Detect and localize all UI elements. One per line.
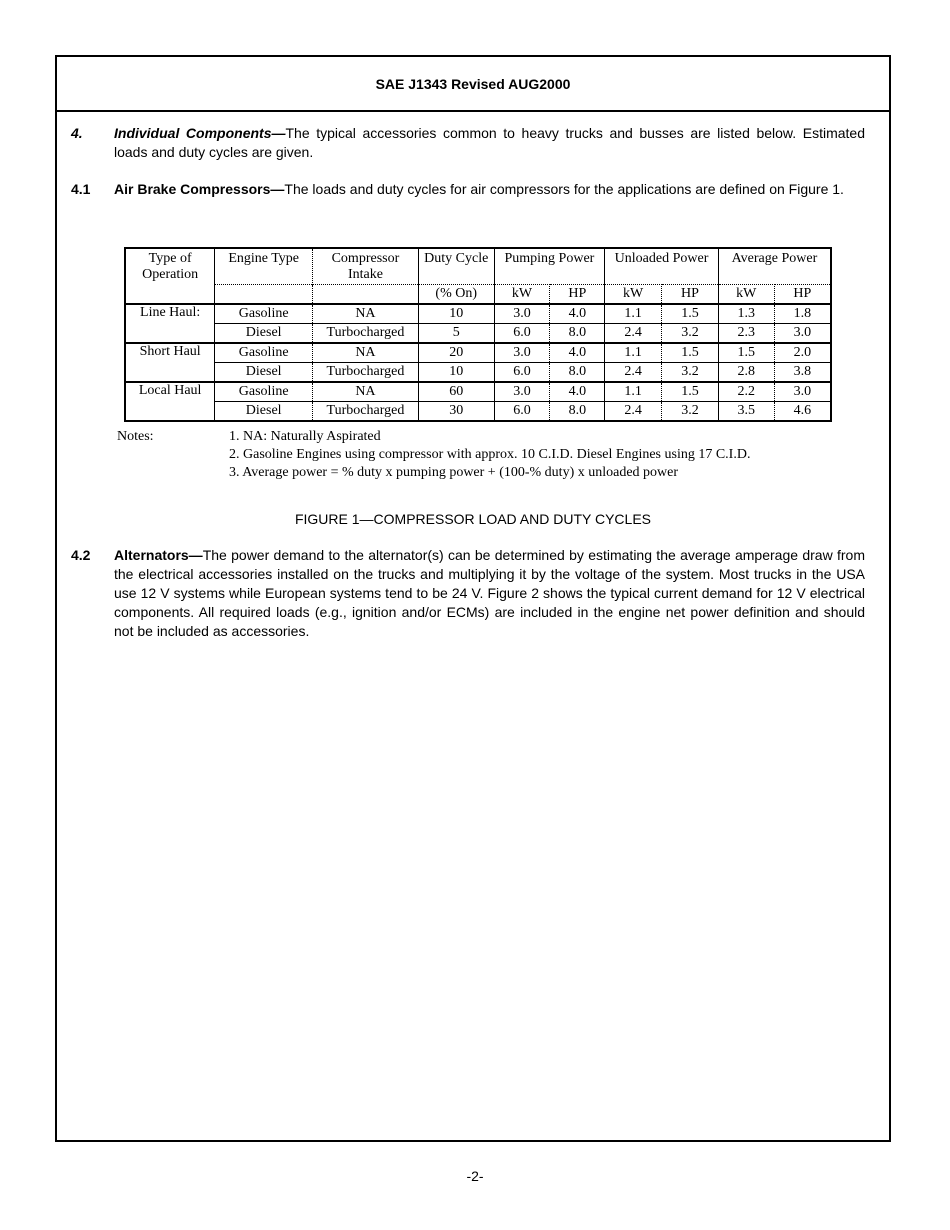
section-4-2-number: 4.2 [71,547,91,563]
th-average-power: Average Power [718,248,831,285]
section-4-title: Individual Components— [114,125,286,141]
th-unloaded-power: Unloaded Power [605,248,719,285]
table-row [125,382,831,402]
section-4-2-title: Alternators— [114,547,203,563]
th-avg-kw: kW [718,285,774,305]
cell-pump-kw: 6.0 [494,402,550,422]
compressor-table-wrap [124,247,836,422]
th-pump-kw: kW [494,285,550,305]
th-pump-hp: HP [550,285,605,305]
section-4-1-number: 4.1 [71,181,91,197]
th-unl-hp: HP [662,285,719,305]
cell-operation [125,402,215,422]
notes-label: Notes: [117,429,154,444]
cell-pump-kw: 3.0 [494,304,550,324]
note-item: 3. Average power = % duty x pumping power + (100-% duty) x unloaded power [229,465,679,480]
cell-unl-hp: 1.5 [662,382,719,402]
th-engine-type: Engine Type [215,248,313,285]
table-row [125,343,831,363]
cell-intake: NA [313,343,419,363]
note-item: 2. Gasoline Engines using compressor with approx. 10 C.I.D. Diesel Engines using 17 C.I.D. [229,447,751,462]
cell-pump-kw: 3.0 [494,343,550,363]
cell-duty: 30 [418,402,494,422]
cell-unl-hp: 3.2 [662,324,719,344]
cell-engine: Gasoline [215,304,313,324]
cell-avg-hp: 1.8 [774,304,831,324]
section-4-text: The typical accessories common to heavy trucks and busses are listed below. Estimated loads and duty cycles are given. [114,125,865,160]
cell-engine: Gasoline [215,382,313,402]
th-duty-unit: (% On) [418,285,494,305]
cell-pump-hp: 8.0 [550,363,605,383]
cell-avg-kw: 3.5 [718,402,774,422]
cell-avg-kw: 2.2 [718,382,774,402]
table-notes [117,428,837,482]
cell-unl-kw: 1.1 [605,304,662,324]
cell-duty: 10 [418,363,494,383]
cell-unl-hp: 3.2 [662,363,719,383]
compressor-table [124,247,832,422]
th-duty-cycle: Duty Cycle [418,248,494,285]
cell-unl-kw: 2.4 [605,402,662,422]
cell-operation: Short Haul [125,343,215,363]
cell-engine: Gasoline [215,343,313,363]
section-4-number: 4. [71,125,83,141]
cell-avg-hp: 2.0 [774,343,831,363]
cell-unl-hp: 1.5 [662,304,719,324]
cell-pump-hp: 4.0 [550,304,605,324]
cell-intake: Turbocharged [313,363,419,383]
cell-pump-kw: 3.0 [494,382,550,402]
cell-avg-hp: 4.6 [774,402,831,422]
page-frame [55,55,891,1142]
cell-intake: NA [313,304,419,324]
section-4-1 [71,180,865,199]
cell-operation: Local Haul [125,382,215,402]
table-row [125,363,831,383]
table-row [125,402,831,422]
section-4-2 [71,546,865,641]
cell-unl-kw: 1.1 [605,382,662,402]
cell-unl-kw: 2.4 [605,363,662,383]
table-row [125,324,831,344]
section-4-2-text: The power demand to the alternator(s) can be determined by estimating the average amperage draw from the electrical accessories installed on the trucks and multiplying it by the voltage of the system. Most trucks in the USA use 12 V systems while European systems tend to be 24 V. Figure 2 shows the typical current demand for 12 V electrical components. All required loads (e.g., ignition and/or ECMs) are included in the engine net power definition and should not be included as accessories. [114,547,865,639]
th-pumping-power: Pumping Power [494,248,605,285]
cell-duty: 5 [418,324,494,344]
cell-avg-kw: 2.3 [718,324,774,344]
th-avg-hp: HP [774,285,831,305]
section-4-1-title: Air Brake Compressors— [114,181,285,197]
section-4 [71,124,865,162]
table-row [125,304,831,324]
cell-operation [125,324,215,344]
cell-avg-kw: 2.8 [718,363,774,383]
section-4-1-text: The loads and duty cycles for air compressors for the applications are defined on Figure 1. [284,181,844,197]
page-header [57,57,889,112]
cell-unl-kw: 1.1 [605,343,662,363]
cell-engine: Diesel [215,363,313,383]
cell-intake: Turbocharged [313,324,419,344]
cell-pump-kw: 6.0 [494,363,550,383]
th-compressor-intake: Compressor Intake [313,248,419,285]
page-number: -2- [466,1168,484,1184]
cell-unl-hp: 3.2 [662,402,719,422]
document-title: SAE J1343 Revised AUG2000 [375,75,571,92]
cell-engine: Diesel [215,324,313,344]
cell-unl-hp: 1.5 [662,343,719,363]
cell-unl-kw: 2.4 [605,324,662,344]
cell-duty: 10 [418,304,494,324]
cell-duty: 20 [418,343,494,363]
cell-avg-kw: 1.3 [718,304,774,324]
cell-avg-hp: 3.0 [774,382,831,402]
cell-avg-hp: 3.0 [774,324,831,344]
cell-operation: Line Haul: [125,304,215,324]
cell-intake: Turbocharged [313,402,419,422]
cell-pump-kw: 6.0 [494,324,550,344]
cell-operation [125,363,215,383]
figure-caption: FIGURE 1—COMPRESSOR LOAD AND DUTY CYCLES [294,511,652,527]
th-engine-blank [215,285,313,305]
cell-pump-hp: 8.0 [550,324,605,344]
cell-engine: Diesel [215,402,313,422]
cell-avg-hp: 3.8 [774,363,831,383]
th-type-of-operation: Type of Operation [125,248,215,304]
cell-pump-hp: 4.0 [550,343,605,363]
note-item: 1. NA: Naturally Aspirated [229,429,381,444]
cell-avg-kw: 1.5 [718,343,774,363]
cell-pump-hp: 8.0 [550,402,605,422]
th-unl-kw: kW [605,285,662,305]
cell-intake: NA [313,382,419,402]
th-intake-blank [313,285,419,305]
cell-duty: 60 [418,382,494,402]
cell-pump-hp: 4.0 [550,382,605,402]
